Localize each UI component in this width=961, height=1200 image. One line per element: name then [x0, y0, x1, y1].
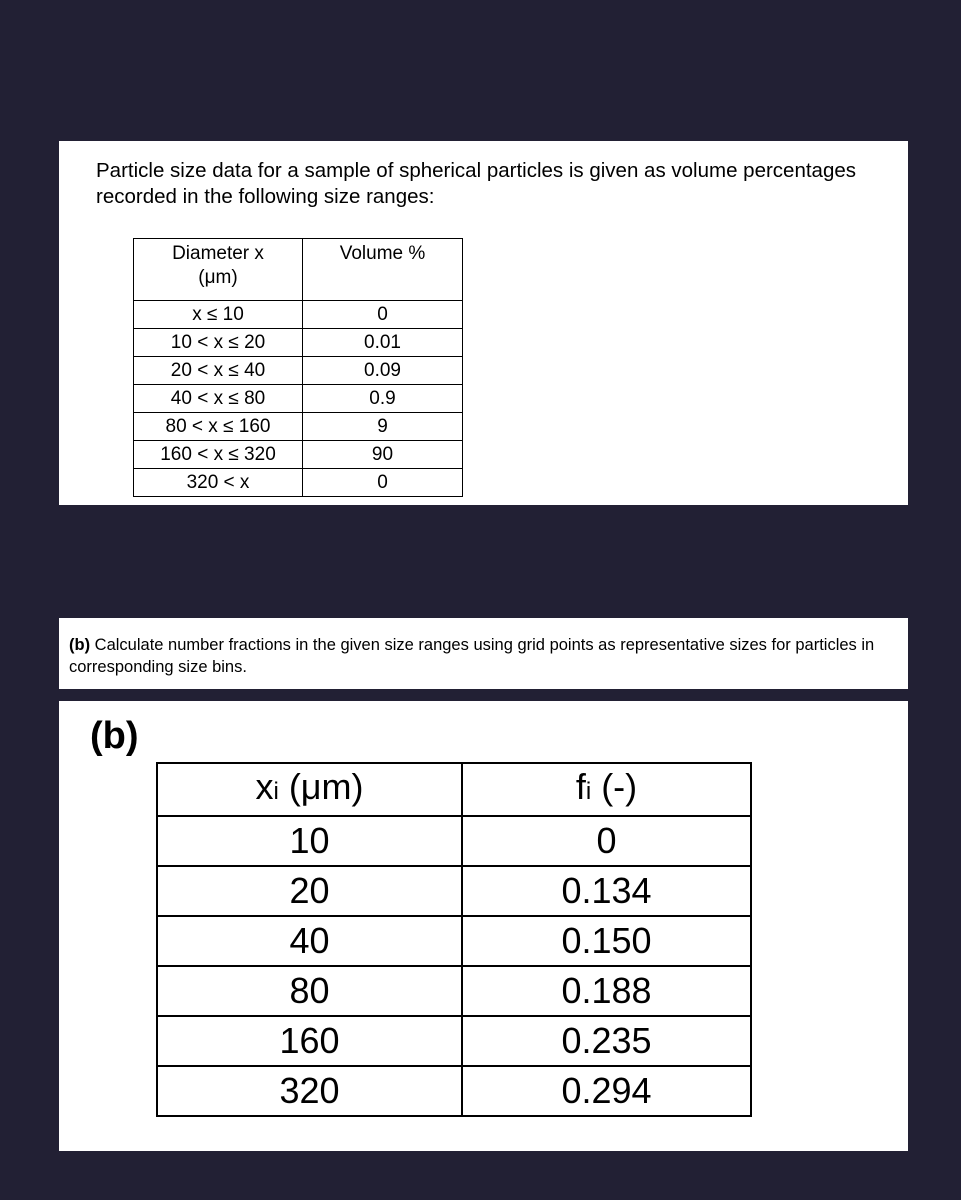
fraction-cell: 0: [462, 816, 751, 866]
question-prefix: (b): [69, 636, 91, 654]
volume-table-header-row: [134, 239, 463, 301]
problem-panel: [59, 141, 908, 505]
volume-cell: 9: [303, 413, 463, 441]
question-panel: [59, 618, 908, 689]
size-range-cell: 10 < x ≤ 20: [134, 329, 303, 357]
size-header-unit: (μm): [278, 766, 364, 807]
table-row: [134, 469, 463, 497]
table-row: [157, 816, 751, 866]
diameter-header-label: Diameter x: [172, 243, 264, 264]
table-row: [134, 329, 463, 357]
volume-cell: 0.01: [303, 329, 463, 357]
part-label: (b): [90, 715, 139, 757]
table-row: [134, 385, 463, 413]
volume-cell: 0: [303, 469, 463, 497]
fraction-cell: 0.188: [462, 966, 751, 1016]
answer-panel: [59, 701, 908, 1151]
table-row: [134, 413, 463, 441]
table-row: [157, 916, 751, 966]
size-cell: 10: [157, 816, 462, 866]
fraction-cell: 0.235: [462, 1016, 751, 1066]
question-body: Calculate number fractions in the given size ranges using grid points as representative sizes for particles in corresponding size bins.: [69, 636, 875, 676]
table-row: [157, 1066, 751, 1116]
volume-cell: 90: [303, 441, 463, 469]
table-row: [157, 866, 751, 916]
volume-table: [133, 238, 463, 497]
question-text: [69, 634, 889, 678]
size-header-symbol: x: [255, 766, 274, 807]
table-row: [157, 966, 751, 1016]
size-cell: 320: [157, 1066, 462, 1116]
size-range-cell: 80 < x ≤ 160: [134, 413, 303, 441]
fraction-table-header-row: [157, 763, 751, 816]
table-row: [134, 441, 463, 469]
volume-cell: 0.9: [303, 385, 463, 413]
size-cell: 40: [157, 916, 462, 966]
size-range-cell: 160 < x ≤ 320: [134, 441, 303, 469]
size-header: [157, 763, 462, 816]
size-range-cell: 20 < x ≤ 40: [134, 357, 303, 385]
problem-intro: Particle size data for a sample of spherical particles is given as volume percentages recorded in the following size ranges:: [96, 159, 857, 208]
table-row: [134, 301, 463, 329]
fraction-header-symbol: f: [575, 766, 586, 807]
size-range-cell: 40 < x ≤ 80: [134, 385, 303, 413]
size-range-cell: x ≤ 10: [134, 301, 303, 329]
fraction-header-subscript: i: [585, 778, 592, 805]
fraction-header: [462, 763, 751, 816]
number-fraction-table: [156, 762, 752, 1117]
size-range-cell: 320 < x: [134, 469, 303, 497]
fraction-cell: 0.150: [462, 916, 751, 966]
table-row: [157, 1016, 751, 1066]
size-cell: 80: [157, 966, 462, 1016]
size-cell: 20: [157, 866, 462, 916]
volume-cell: 0.09: [303, 357, 463, 385]
volume-header: Volume %: [303, 239, 463, 301]
table-row: [134, 357, 463, 385]
volume-cell: 0: [303, 301, 463, 329]
fraction-cell: 0.294: [462, 1066, 751, 1116]
size-header-subscript: i: [273, 778, 279, 805]
diameter-header: [134, 239, 303, 301]
fraction-cell: 0.134: [462, 866, 751, 916]
diameter-header-unit: (μm): [198, 267, 238, 288]
size-cell: 160: [157, 1016, 462, 1066]
fraction-header-unit: (-): [591, 766, 638, 807]
